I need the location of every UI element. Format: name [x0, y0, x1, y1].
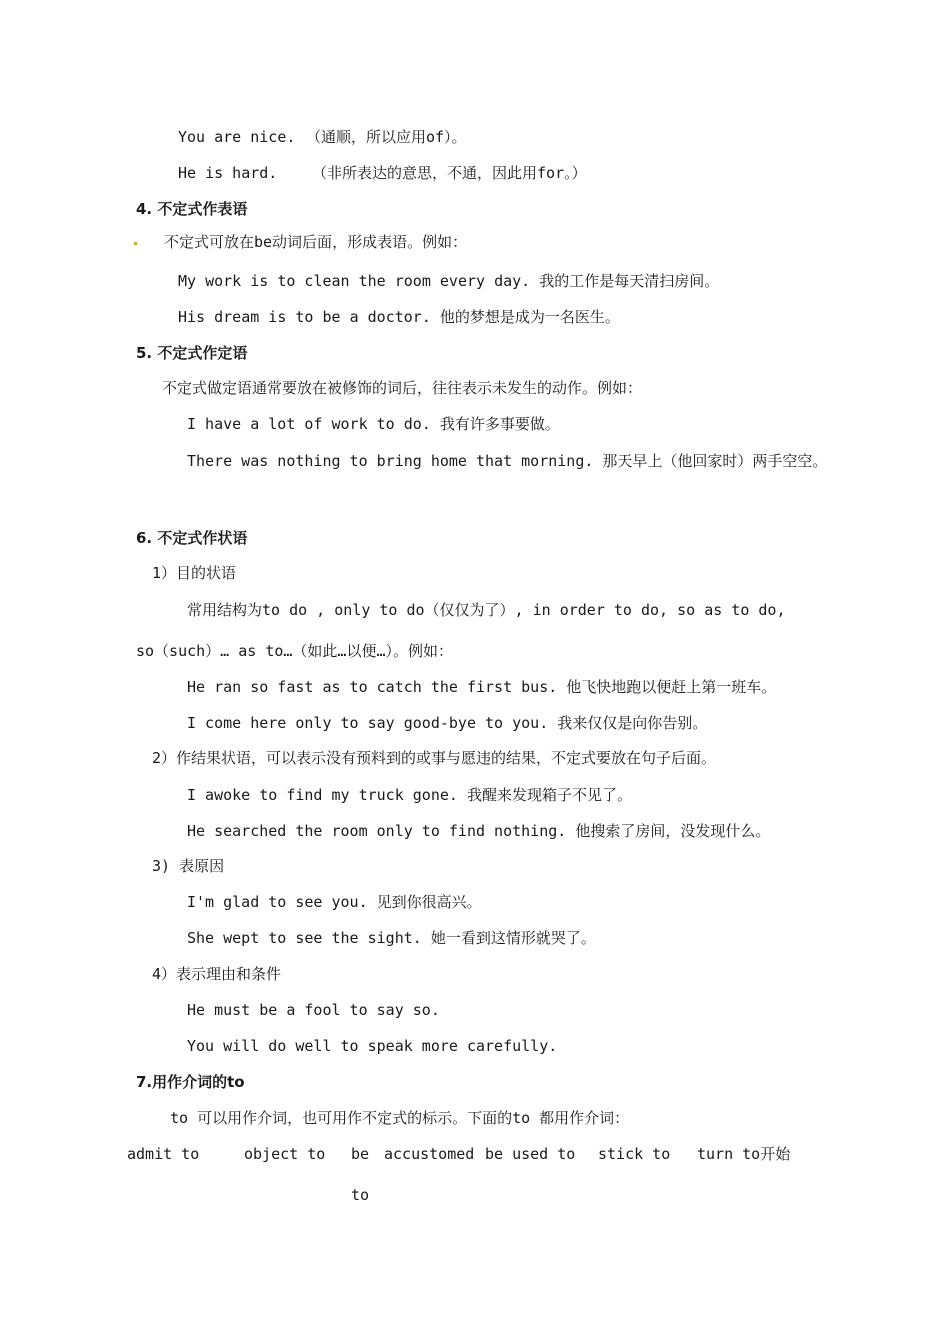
section-intro: 不定式可放在be动词后面，形成表语。例如： — [164, 233, 468, 251]
subsection-title: 1）目的状语 — [152, 564, 237, 582]
example-sentence: I come here only to say good-bye to you. 我来仅仅是向你告别。 — [187, 714, 708, 732]
example-sentence: He is hard. — [178, 164, 278, 182]
bullet-mark — [134, 242, 137, 245]
example-sentence: She wept to see the sight. 她一看到这情形就哭了。 — [187, 929, 596, 947]
section-intro: 不定式做定语通常要放在被修饰的词后，往往表示未发生的动作。例如： — [162, 379, 643, 397]
list-item: accustomed — [384, 1145, 475, 1163]
example-sentence: My work is to clean the room every day. 我的工作是每天清扫房间。 — [178, 272, 720, 290]
list-item-continuation: to — [351, 1186, 370, 1204]
section-heading: 7.用作介词的to — [136, 1073, 245, 1091]
list-item: be — [351, 1145, 370, 1163]
subsection-title: 3) 表原因 — [152, 857, 225, 875]
list-item: be used to — [485, 1145, 576, 1163]
example-sentence: There was nothing to bring home that morning. 那天早上（他回家时）两手空空。 — [187, 452, 828, 470]
example-sentence: I have a lot of work to do. 我有许多事要做。 — [187, 415, 560, 433]
example-sentence: I'm glad to see you. 见到你很高兴。 — [187, 893, 482, 911]
section-heading: 5. 不定式作定语 — [136, 344, 248, 362]
list-item: turn to开始 — [697, 1145, 791, 1163]
paragraph-text: so（such）… as to…（如此…以便…）。例如： — [136, 642, 453, 660]
section-heading: 6. 不定式作状语 — [136, 529, 248, 547]
example-note: （非所表达的意思，不通，因此用for。） — [312, 164, 587, 182]
list-item: object to — [244, 1145, 326, 1163]
list-item: stick to — [598, 1145, 671, 1163]
section-heading: 4. 不定式作表语 — [136, 200, 248, 218]
example-sentence: He ran so fast as to catch the first bus. 他飞快地跑以便赶上第一班车。 — [187, 678, 777, 696]
example-sentence: His dream is to be a doctor. 他的梦想是成为一名医生。 — [178, 308, 620, 326]
subsection-title: 4）表示理由和条件 — [152, 965, 282, 983]
paragraph-text: 常用结构为to do , only to do（仅仅为了）, in order to do, so as to do, — [187, 601, 786, 619]
example-note: （通顺，所以应用of）。 — [306, 128, 467, 146]
list-item: admit to — [127, 1145, 200, 1163]
example-sentence: You will do well to speak more carefully. — [187, 1037, 558, 1055]
subsection-title: 2）作结果状语，可以表示没有预料到的或事与愿违的结果，不定式要放在句子后面。 — [152, 749, 717, 767]
section-intro: to 可以用作介词，也可用作不定式的标示。下面的to 都用作介词： — [170, 1109, 630, 1127]
example-sentence: I awoke to find my truck gone. 我醒来发现箱子不见了。 — [187, 786, 632, 804]
example-sentence: You are nice. — [178, 128, 296, 146]
example-sentence: He must be a fool to say so. — [187, 1001, 440, 1019]
example-sentence: He searched the room only to find nothing. 他搜索了房间，没发现什么。 — [187, 822, 771, 840]
